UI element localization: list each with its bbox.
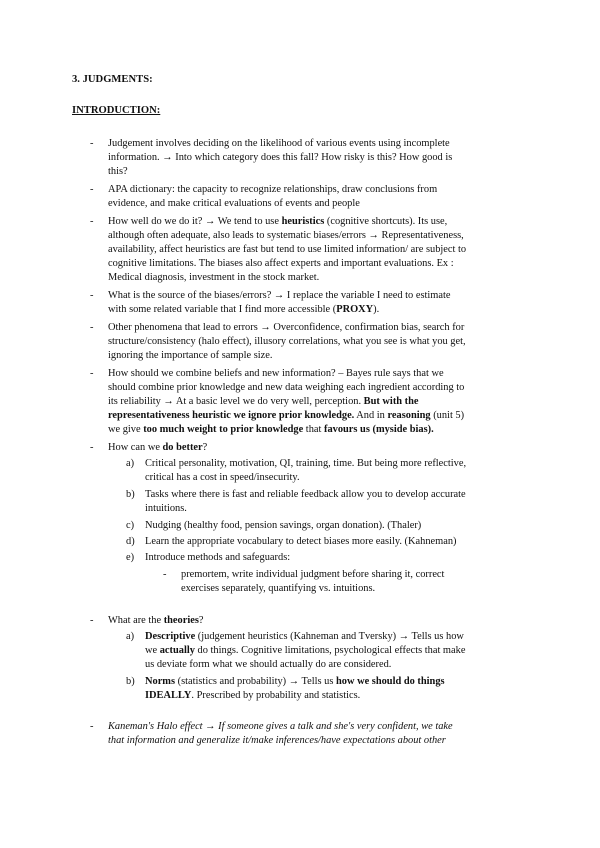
list-marker: a) [126, 458, 135, 469]
text-line: structure/consistency (halo effect), illusory correlations, what you see is what you get, [108, 336, 466, 347]
bullet-dash: - [90, 184, 94, 195]
text-line: we actually do things. Cognitive limitations, psychological effects that make [145, 645, 466, 656]
text-line: How should we combine beliefs and new information? – Bayes rule says that we [108, 368, 444, 379]
text-line: What are the theories? [108, 615, 204, 626]
bullet-dash: - [90, 615, 94, 626]
list-marker: a) [126, 631, 135, 642]
text-line: How can we do better? [108, 442, 208, 453]
text-line: Other phenomena that lead to errors → Overconfidence, confirmation bias, search for [108, 322, 465, 333]
text-line: exercises separately, quantifying vs. intuitions. [181, 583, 376, 594]
text-line: Introduce methods and safeguards: [145, 552, 291, 563]
text-line: Nudging (healthy food, pension savings, organ donation). (Thaler) [145, 520, 422, 531]
bullet-dash: - [90, 290, 94, 301]
bullet-dash: - [163, 569, 167, 580]
text-line: How well do we do it? → We tend to use heuristics (cognitive shortcuts). Its use, [108, 216, 448, 227]
bullet-dash: - [90, 138, 94, 149]
bullet-dash: - [90, 442, 94, 453]
text-line: this? [108, 166, 128, 177]
text-line: should combine prior knowledge and new data weighing each ingredient according to [108, 382, 465, 393]
bullet-dash: - [90, 368, 94, 379]
text-line: availability, affect heuristics are fast but tend to use limited information/ are subject to [108, 244, 467, 255]
page-title: 3. JUDGMENTS: [72, 74, 153, 85]
list-marker: e) [126, 552, 135, 563]
bullet-dash: - [90, 322, 94, 333]
text-line: IDEALLY. Prescribed by probability and statistics. [145, 690, 361, 701]
text-line: APA dictionary: the capacity to recognize relationships, draw conclusions from [108, 184, 438, 195]
bullet-dash: - [90, 721, 94, 732]
text-line: evidence, and make critical evaluations of events and people [108, 198, 360, 209]
text-line: Tasks where there is fast and reliable feedback allow you to develop accurate [145, 489, 466, 500]
text-line: Descriptive (judgement heuristics (Kahneman and Tversky) → Tells us how [145, 631, 464, 642]
text-line: What is the source of the biases/errors? → I replace the variable I need to estimate [108, 290, 451, 301]
text-line: information. → Into which category does this fall? How risky is this? How good is [108, 152, 453, 163]
text-line: cognitive limitations. The biases also affect experts and important evaluations. Ex : [108, 258, 454, 269]
text-line: ignoring the importance of sample size. [108, 350, 273, 361]
text-line: we give too much weight to prior knowledge that favours us (myside bias). [108, 424, 434, 435]
list-marker: c) [126, 520, 135, 531]
text-line: although often adequate, also leads to systematic biases/errors → Representativeness, [108, 230, 464, 241]
text-line: Judgement involves deciding on the likelihood of various events using incomplete [108, 138, 450, 149]
list-marker: b) [126, 489, 135, 500]
text-line: that information and generalize it/make inferences/have expectations about other [108, 735, 446, 746]
section-heading: INTRODUCTION: [72, 105, 161, 116]
text-line: Kaneman's Halo effect → If someone gives a talk and she's very confident, we take [108, 721, 453, 732]
bullet-dash: - [90, 216, 94, 227]
text-line: representativeness heuristic we ignore prior knowledge. And in reasoning (unit 5) [108, 410, 465, 421]
text-line: Learn the appropriate vocabulary to detect biases more easily. (Kahneman) [145, 536, 457, 547]
list-marker: b) [126, 676, 135, 687]
list-marker: d) [126, 536, 135, 547]
text-line: intuitions. [145, 503, 187, 514]
text-line: its reliability → At a basic level we do very well, perception. But with the [108, 396, 419, 407]
text-line: us deviate form what we should actually do are considered. [145, 659, 392, 670]
text-line: premortem, write individual judgment before sharing it, correct [181, 569, 445, 580]
text-line: with some related variable that I find more accessible (PROXY). [108, 304, 380, 315]
text-line: critical has a cost in speed/insecurity. [145, 472, 300, 483]
text-line: Medical diagnosis, investment in the stock market. [108, 272, 320, 283]
text-line: Norms (statistics and probability) → Tells us how we should do things [145, 676, 445, 687]
text-line: Critical personality, motivation, QI, training, time. But being more reflective, [145, 458, 467, 469]
